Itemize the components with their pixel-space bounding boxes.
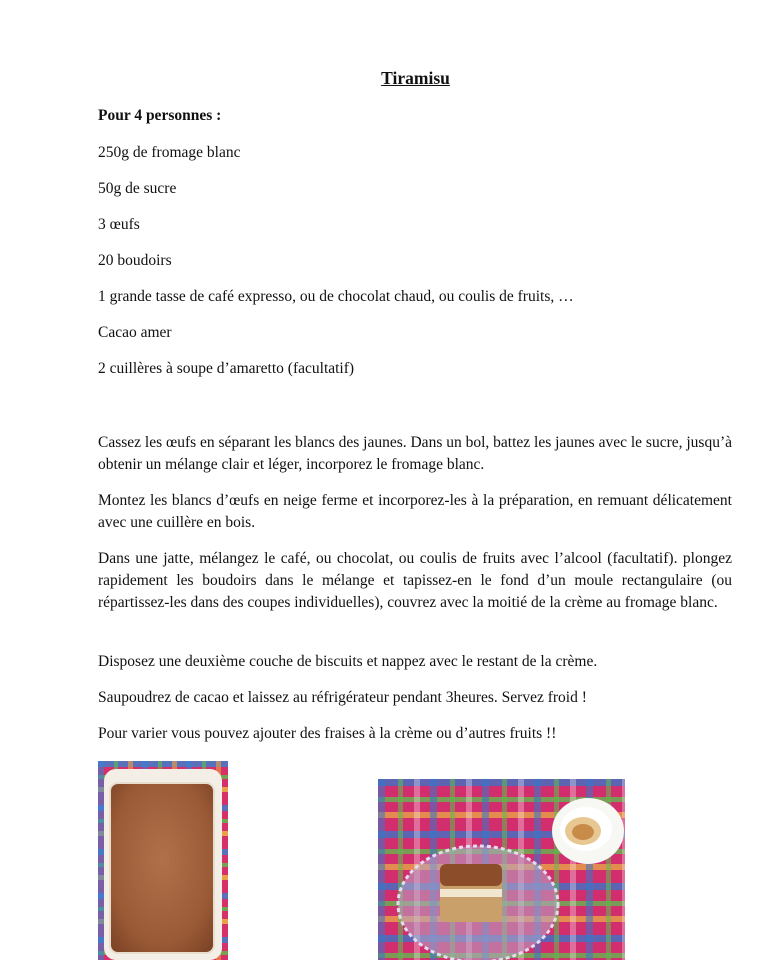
ingredient-item: 2 cuillères à soupe d’amaretto (facultatif) [98, 360, 355, 377]
ingredient-item: 1 grande tasse de café expresso, ou de chocolat chaud, ou coulis de fruits, … [98, 288, 574, 305]
tiramisu-dish-icon [98, 761, 228, 960]
step-paragraph: Cassez les œufs en séparant les blancs des jaunes. Dans un bol, battez les jaunes avec le sucre, jusqu’à obtenir un mélange clair et léger, incorporez le fromage blanc. [98, 434, 733, 473]
ingredient-item: 50g de sucre [98, 180, 177, 197]
step-paragraph: Disposez une deuxième couche de biscuits et nappez avec le restant de la crème. [98, 653, 598, 670]
tiramisu-dish-photo [98, 761, 228, 960]
step-paragraph: Dans une jatte, mélangez le café, ou chocolat, ou coulis de fruits avec l’alcool (facultatif). plongez rapidement les boudoirs dans le mélange et tapissez-en le fond d’un moule rectangulaire (ou répartissez-les dans des coupes individuelles), couvrez avec la moitié de la crème au fromage blanc. [98, 550, 732, 611]
step-paragraph: Pour varier vous pouvez ajouter des fraises à la crème ou d’autres fruits !! [98, 725, 557, 742]
ingredient-item: 20 boudoirs [98, 252, 172, 269]
step-paragraph: Montez les blancs d’œufs en neige ferme et incorporez-les à la préparation, en remuant délicatement avec une cuillère en bois. [98, 492, 732, 531]
tiramisu-plate-coffee-photo [378, 779, 625, 960]
ingredient-item: Cacao amer [98, 324, 172, 341]
servings-label: Pour 4 personnes : [98, 107, 222, 124]
recipe-title: Tiramisu [381, 68, 450, 88]
step-paragraph: Saupoudrez de cacao et laissez au réfrigérateur pendant 3heures. Servez froid ! [98, 689, 587, 706]
tiramisu-plate-coffee-icon [378, 779, 625, 960]
ingredient-item: 3 œufs [98, 216, 140, 233]
ingredient-item: 250g de fromage blanc [98, 144, 241, 161]
